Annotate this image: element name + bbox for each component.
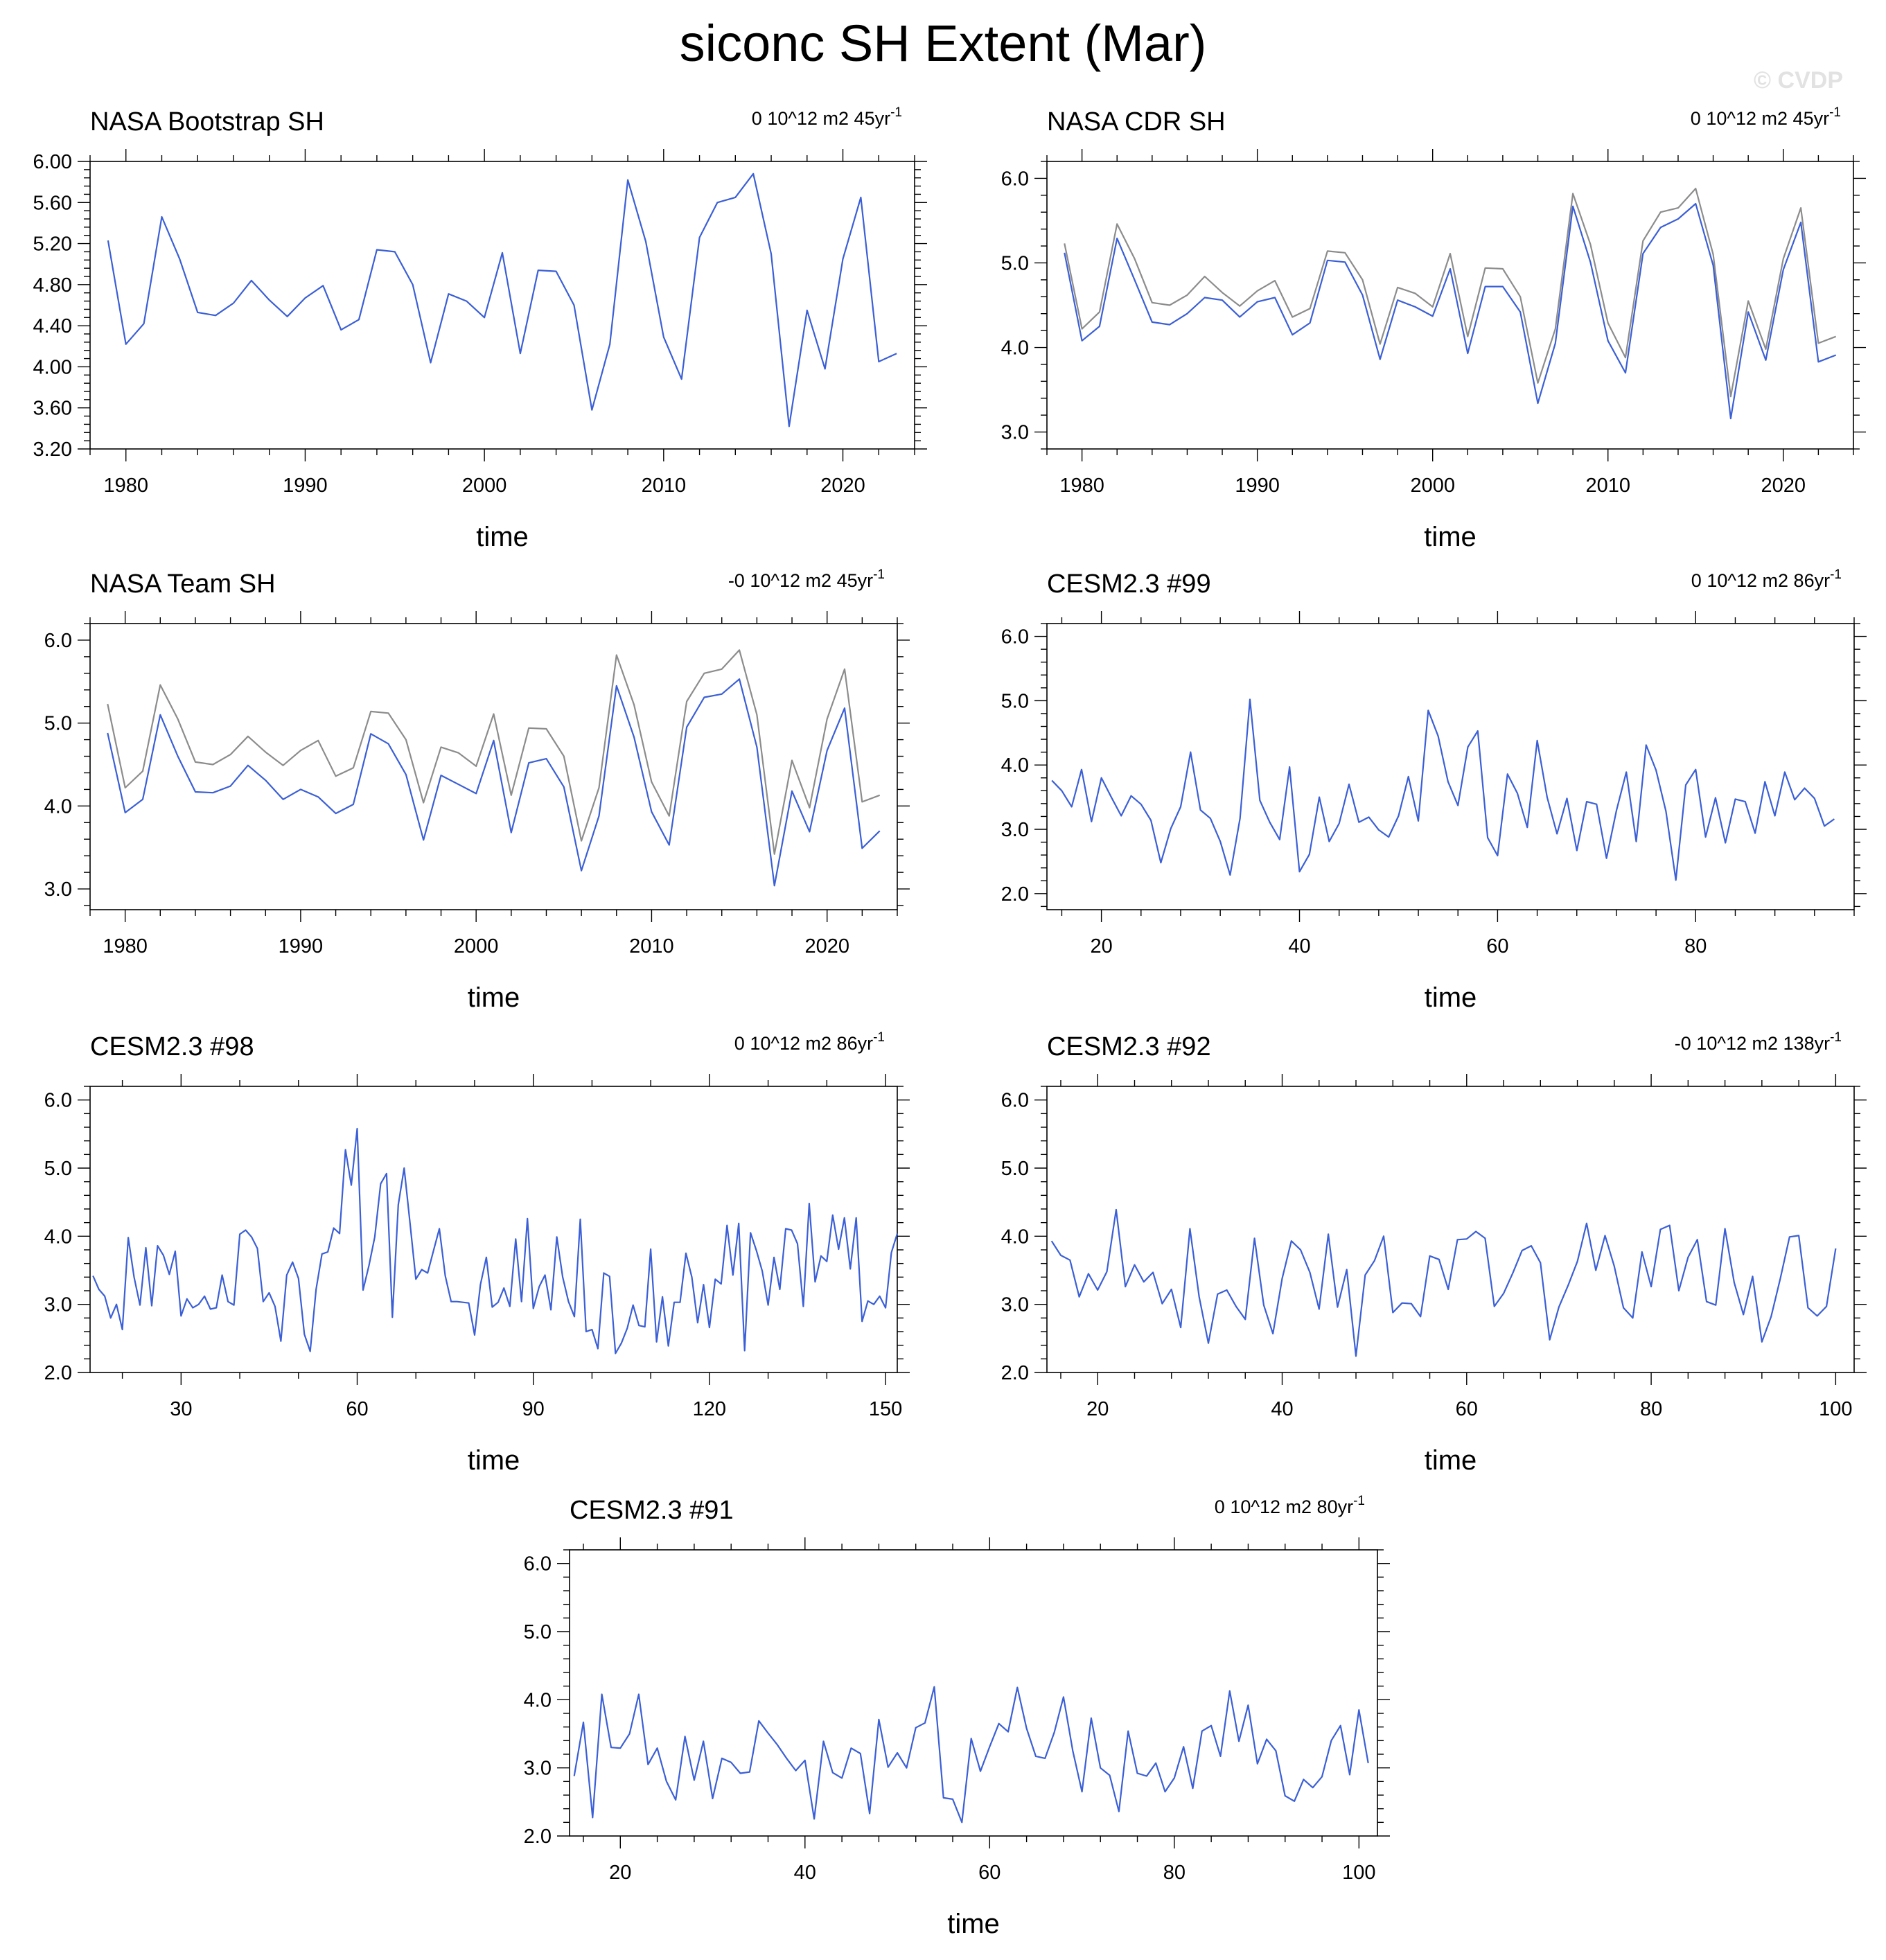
- x-tick-label: 30: [170, 1398, 193, 1420]
- y-tick-label: 6.0: [1001, 626, 1029, 648]
- x-axis-title: time: [1424, 522, 1477, 552]
- trend-text: 0 10^12 m2 45yr: [1690, 108, 1830, 129]
- trend-text: -0 10^12 m2 138yr: [1674, 1033, 1831, 1054]
- y-tick-label: 3.20: [33, 439, 72, 461]
- trend-exponent: -1: [1830, 1030, 1842, 1045]
- y-tick-label: 4.00: [33, 356, 72, 379]
- trend-exponent: -1: [1353, 1494, 1365, 1508]
- y-tick-label: 2.0: [523, 1826, 552, 1848]
- x-axis-title: time: [467, 1445, 520, 1476]
- panel-1: [33, 105, 927, 552]
- trend-text: -0 10^12 m2 45yr: [728, 570, 874, 591]
- y-tick-label: 4.0: [1001, 754, 1029, 777]
- x-tick-label: 40: [1271, 1398, 1294, 1420]
- y-tick-label: 5.60: [33, 192, 72, 215]
- y-tick-label: 2.0: [44, 1362, 72, 1384]
- x-tick-label: 80: [1639, 1398, 1663, 1420]
- y-tick-label: 6.0: [1001, 168, 1029, 191]
- reference-series-line: [1064, 188, 1835, 396]
- trend-exponent: -1: [873, 567, 885, 582]
- y-tick-label: 6.00: [33, 151, 72, 173]
- x-tick-label: 60: [978, 1862, 1001, 1884]
- x-tick-label: 1990: [278, 935, 324, 957]
- x-tick-label: 60: [1486, 935, 1509, 957]
- panel-title: CESM2.3 #99: [1047, 570, 1211, 599]
- y-tick-label: 6.0: [44, 629, 72, 652]
- model-series-line: [1052, 1210, 1836, 1356]
- y-tick-label: 6.0: [1001, 1089, 1029, 1112]
- model-series-line: [93, 1129, 897, 1354]
- x-tick-label: 80: [1163, 1862, 1186, 1884]
- x-tick-label: 2020: [804, 935, 849, 957]
- x-tick-label: 90: [522, 1398, 545, 1420]
- plot-frame: [570, 1550, 1377, 1836]
- y-tick-label: 5.0: [1001, 1158, 1029, 1180]
- y-tick-label: 5.0: [1001, 690, 1029, 713]
- plot-frame: [90, 624, 897, 910]
- plot-frame: [90, 161, 915, 449]
- x-tick-label: 40: [793, 1862, 816, 1884]
- x-tick-label: 80: [1684, 935, 1707, 957]
- trend-label: [1691, 567, 1842, 591]
- x-axis-title: time: [467, 982, 520, 1013]
- y-tick-label: 5.0: [1001, 252, 1029, 275]
- x-tick-label: 1980: [1059, 475, 1104, 497]
- y-tick-label: 4.0: [44, 795, 72, 818]
- y-tick-label: 5.20: [33, 233, 72, 256]
- y-tick-label: 2.0: [1001, 1362, 1029, 1384]
- x-axis-title: time: [947, 1909, 1000, 1939]
- panels: [33, 105, 1867, 1939]
- plot-frame: [1047, 1086, 1854, 1372]
- trend-label: [1675, 1030, 1842, 1054]
- y-tick-label: 2.0: [1001, 883, 1029, 906]
- y-tick-label: 3.0: [44, 879, 72, 901]
- y-tick-label: 4.0: [44, 1226, 72, 1248]
- panel-7: [524, 1494, 1390, 1939]
- y-tick-label: 6.0: [44, 1089, 72, 1112]
- x-tick-label: 20: [609, 1862, 632, 1884]
- y-tick-label: 3.60: [33, 397, 72, 420]
- panel-3: [44, 567, 910, 1013]
- x-tick-label: 100: [1819, 1398, 1853, 1420]
- model-series-line: [107, 679, 879, 885]
- y-tick-label: 4.0: [523, 1689, 552, 1712]
- x-tick-label: 120: [692, 1398, 727, 1420]
- y-tick-label: 5.0: [44, 1158, 72, 1180]
- panel-title: CESM2.3 #98: [90, 1032, 254, 1061]
- x-tick-label: 2000: [453, 935, 499, 957]
- x-tick-label: 2010: [629, 935, 674, 957]
- x-tick-label: 1980: [103, 935, 148, 957]
- y-tick-label: 5.0: [523, 1621, 552, 1643]
- y-tick-label: 6.0: [523, 1553, 552, 1575]
- trend-exponent: -1: [1829, 105, 1841, 120]
- x-tick-label: 20: [1086, 1398, 1109, 1420]
- y-tick-label: 4.80: [33, 274, 72, 297]
- x-tick-label: 2010: [641, 475, 687, 497]
- x-tick-label: 2000: [1410, 475, 1455, 497]
- panel-title: CESM2.3 #92: [1047, 1032, 1211, 1061]
- x-tick-label: 60: [1455, 1398, 1478, 1420]
- panel-title: CESM2.3 #91: [570, 1496, 734, 1525]
- y-tick-label: 4.0: [1001, 337, 1029, 360]
- panel-2: [1001, 105, 1866, 552]
- plot-frame: [1047, 624, 1854, 910]
- x-tick-label: 100: [1342, 1862, 1376, 1884]
- y-tick-label: 5.0: [44, 712, 72, 735]
- trend-text: 0 10^12 m2 80yr: [1214, 1497, 1354, 1517]
- x-tick-label: 1990: [1235, 475, 1280, 497]
- y-tick-label: 3.0: [44, 1294, 72, 1316]
- watermark: © CVDP: [1754, 67, 1843, 94]
- model-series-line: [1052, 700, 1834, 881]
- trend-exponent: -1: [873, 1030, 885, 1045]
- trend-label: [752, 105, 902, 129]
- y-tick-label: 3.0: [523, 1757, 552, 1780]
- model-series-line: [574, 1687, 1368, 1823]
- model-series-line: [108, 174, 897, 427]
- x-tick-label: 2010: [1585, 475, 1630, 497]
- x-tick-label: 20: [1090, 935, 1113, 957]
- y-tick-label: 3.0: [1001, 1294, 1029, 1316]
- x-tick-label: 1990: [283, 475, 328, 497]
- y-tick-label: 4.0: [1001, 1226, 1029, 1248]
- panel-title: NASA Team SH: [90, 570, 276, 599]
- x-tick-label: 40: [1288, 935, 1311, 957]
- x-axis-title: time: [1424, 982, 1477, 1013]
- trend-label: [1215, 1494, 1365, 1517]
- reference-series-line: [107, 650, 879, 854]
- trend-text: 0 10^12 m2 45yr: [751, 108, 891, 129]
- panel-title: NASA CDR SH: [1047, 107, 1226, 136]
- x-tick-label: 2000: [461, 475, 507, 497]
- x-tick-label: 2020: [1761, 475, 1806, 497]
- x-axis-title: time: [1424, 1445, 1477, 1476]
- y-tick-label: 4.40: [33, 315, 72, 338]
- y-tick-label: 3.0: [1001, 421, 1029, 444]
- trend-label: [728, 567, 885, 591]
- trend-exponent: -1: [890, 105, 902, 120]
- x-tick-label: 150: [868, 1398, 903, 1420]
- panel-6: [1001, 1030, 1867, 1476]
- x-tick-label: 60: [346, 1398, 369, 1420]
- x-tick-label: 1980: [103, 475, 148, 497]
- x-axis-title: time: [476, 522, 529, 552]
- trend-label: [734, 1030, 885, 1054]
- trend-text: 0 10^12 m2 86yr: [1691, 570, 1831, 591]
- figure-title: siconc SH Extent (Mar): [679, 15, 1207, 72]
- trend-exponent: -1: [1830, 567, 1842, 582]
- panel-4: [1001, 567, 1867, 1013]
- x-tick-label: 2020: [820, 475, 865, 497]
- trend-text: 0 10^12 m2 86yr: [734, 1033, 874, 1054]
- y-tick-label: 3.0: [1001, 818, 1029, 841]
- panel-5: [44, 1030, 910, 1476]
- trend-label: [1691, 105, 1841, 129]
- plot-frame: [90, 1086, 897, 1372]
- panel-title: NASA Bootstrap SH: [90, 107, 324, 136]
